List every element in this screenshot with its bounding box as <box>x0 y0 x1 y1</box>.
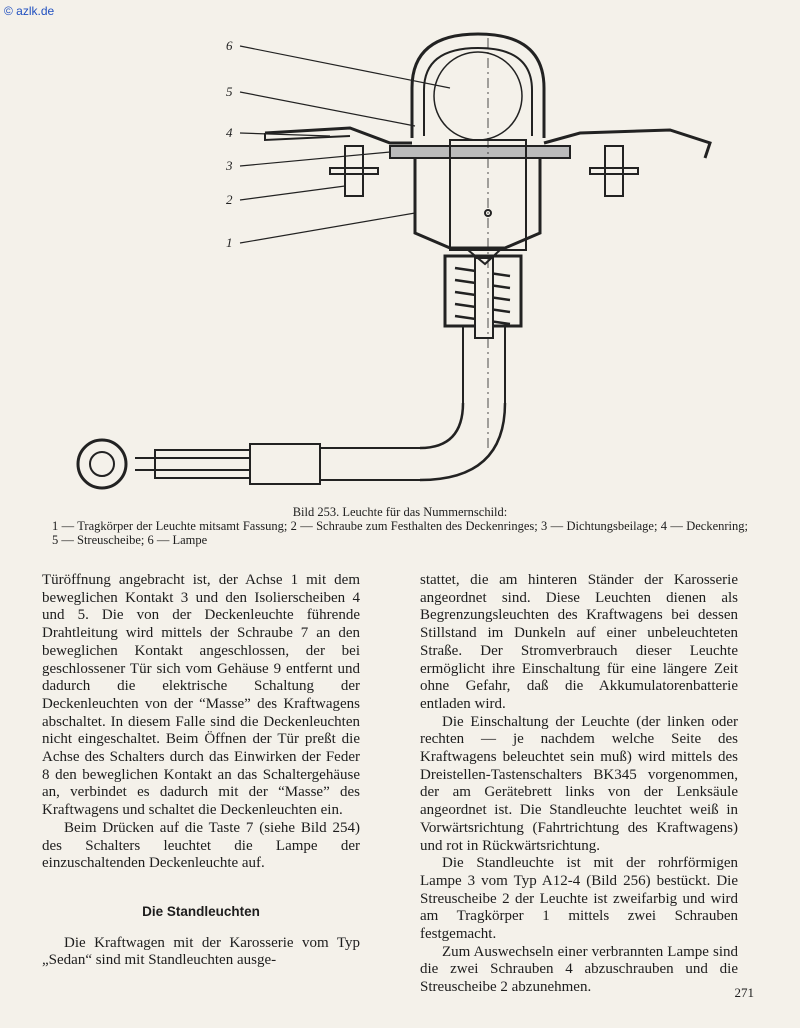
caption-title: Bild 253. Leuchte für das Nummernschild: <box>292 505 508 519</box>
figure-label-5: 5 <box>226 84 233 99</box>
figure-label-3: 3 <box>226 158 233 173</box>
paragraph: Zum Auswechseln einer verbrannten Lampe sind die zwei Schrauben 4 abzuschrauben und die Streuscheibe 2 abzunehmen. <box>420 943 738 996</box>
watermark: © azlk.de <box>4 4 55 18</box>
figure-label-4: 4 <box>226 125 233 140</box>
section-heading: Die Standleuchten <box>142 903 260 919</box>
caption-legend: 1 — Tragkörper der Leuchte mitsamt Fassung; 2 — Schraube zum Festhalten des Deckenringes; 3 — Dichtungsbeilage; 4 — Deckenring; 5 — Streuscheibe; 6 — Lampe <box>52 519 748 547</box>
paragraph: Beim Drücken auf die Taste 7 (siehe Bild 254) des Schalters leuchtet die Lampe der einzuschaltenden Deckenleuchte auf. <box>42 819 360 872</box>
paragraph: Die Kraftwagen mit der Karosserie vom Typ „Sedan“ sind mit Standleuchten ausge- <box>42 934 360 969</box>
figure-caption <box>40 505 760 547</box>
paragraph: stattet, die am hinteren Ständer der Karosserie angeordnet sind. Diese Leuchten dienen als Begrenzungsleuchten des Kraftwagens bei dessen Stillstand im Dunkeln auf einer unbeleuchteten Straße. Der Stromverbrauch dieser Leuchte ermöglicht ihre Einschaltung für eine längere Zeit ohne Gefahr, daß die Akkumulatorenbatterie entladen wird. <box>420 572 738 712</box>
paragraph: Türöffnung angebracht ist, der Achse 1 mit dem beweglichen Kontakt 3 und den Isolierscheiben 4 und 5. Die von der Deckenleuchte führende Drahtleitung wird mittels der Schraube 7 an den beweglichen Kontakt angeschlossen, der bei geschlossener Tür sich vom Gehäuse 9 entfernt und dadurch die elektrische Schaltung der Deckenleuchten von der “Masse” des Kraftwagens abschaltet. In diesem Falle sind die Deckenleuchten nicht eingeschaltet. Beim Öffnen der Tür preßt die Achse des Schalters durch das Einwirken der Feder 8 den beweglichen Kontakt an das Schaltergehäuse an, verbindet es dadurch mit der “Masse” des Kraftwagens und schaltet die Deckenleuchten ein. <box>42 572 360 819</box>
right-column <box>420 572 738 997</box>
figure-label-2: 2 <box>226 192 233 207</box>
lamp-diagram <box>60 18 760 498</box>
figure-label-1: 1 <box>226 235 233 250</box>
page-number: 271 <box>734 985 754 1000</box>
paragraph: Die Standleuchte ist mit der rohrförmigen Lampe 3 vom Typ A12-4 (Bild 256) bestückt. Die Streuscheibe 2 der Leuchte ist zweifarbig und wird am Tragkörper 1 mittels zwei Schrauben festgemacht. <box>420 855 738 943</box>
technical-drawing <box>60 18 760 498</box>
left-column <box>42 572 360 970</box>
figure-label-6: 6 <box>226 38 233 53</box>
paragraph: Die Einschaltung der Leuchte (der linken oder rechten — je nachdem welche Seite des Kraftwagens beleuchtet sein muß) wird mittels des Dreistellen-Tastenschalters BK345 vorgenommen, der am Gerätebrett links von der Lenksäule angeordnet ist. Die Standleuchte leuchtet weiß in Vorwärtsrichtung (Fahrtrichtung des Kraftwagens) und rot in Rückwärtsrichtung. <box>420 713 738 854</box>
